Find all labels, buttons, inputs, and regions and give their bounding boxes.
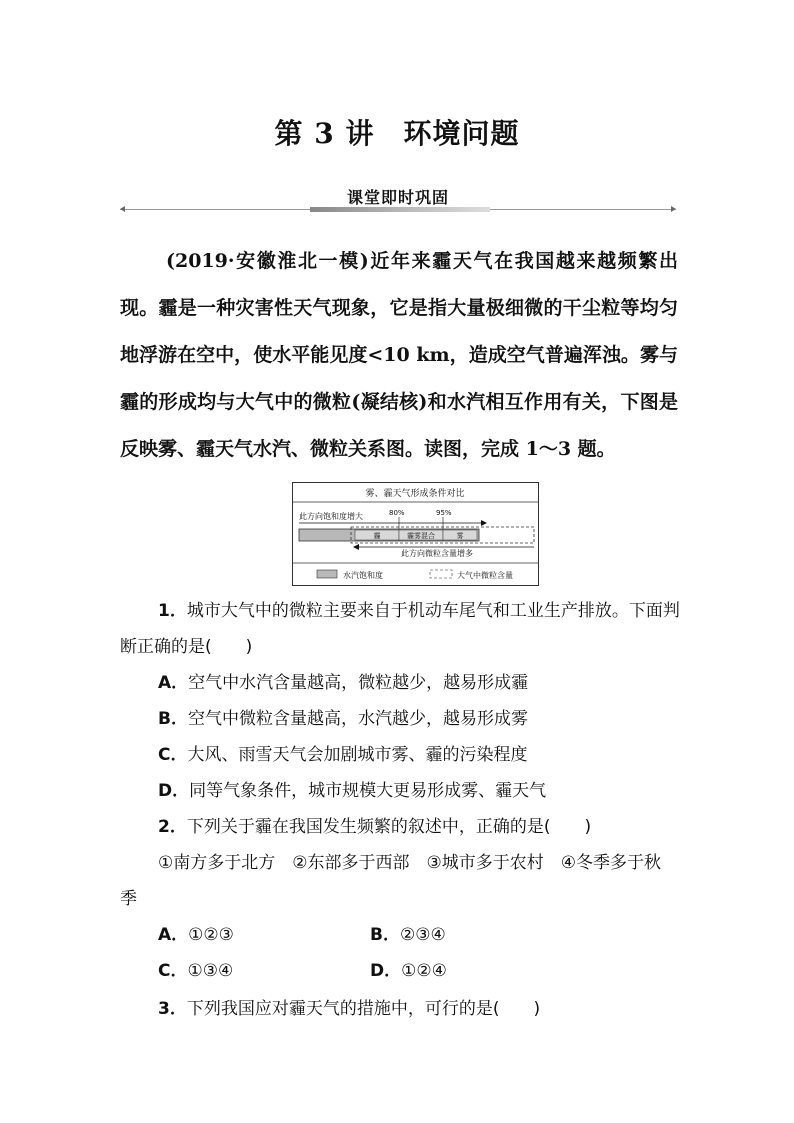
arrow-right-icon [481,520,487,526]
question-3-stem: 下列我国应对霾天气的措施中，可行的是( ) [186,999,541,1019]
question-2-option-a[interactable]: A．①②③ [158,925,234,945]
legend-dashed-label: 大气中微粒含量 [457,571,513,580]
haze-cell-label: 霾 [373,532,381,540]
legend-solid-swatch [317,570,337,578]
question-1-option-d[interactable]: D．同等气象条件，城市规模大更易形成雾、霾天气 [158,781,547,801]
page-title: 第 3 讲 环境问题 [274,117,520,150]
banner-title: 课堂即时巩固 [346,188,449,207]
question-2-option-b[interactable]: B．②③④ [370,925,446,945]
question-2 [158,809,678,845]
question-1 [120,593,680,665]
arrow-top-label: 此方向饱和度增大 [299,512,363,521]
question-2-option-c[interactable]: C．①③④ [158,961,234,981]
pct-95-label: 95% [436,509,452,517]
legend-solid-label: 水汽饱和度 [343,571,383,580]
question-3-number: 3． [158,999,187,1019]
question-1-option-c[interactable]: C．大风、雨雪天气会加剧城市雾、霾的污染程度 [158,745,528,765]
question-2-number: 2． [158,817,187,837]
question-1-option-a[interactable]: A．空气中水汽含量越高，微粒越少，越易形成霾 [158,673,529,693]
mixed-cell-label: 霾雾混合 [407,532,435,540]
question-2-stem: 下列关于霾在我国发生频繁的叙述中，正确的是( ) [186,817,592,837]
question-1-stem: 城市大气中的微粒主要来自于机动车尾气和工业生产排放。下面判断正确的是( ) [120,601,680,657]
intro-paragraph: (2019·安徽淮北一模)近年来霾天气在我国越来越频繁出现。霾是一种灾害性天气现象，它是指大量极细微的干尘粒等均匀地浮游在空中，使水平能见度<10 km，造成空气普遍浑浊。雾与霾的形成均与大气中的微粒(凝结核)和水汽相互作用有关，下图是反映雾、霾天气水汽、微粒关系图。读图，完成 1～3 题。 [120,250,678,460]
arrow-bottom-label: 此方向微粒含量增多 [401,549,473,558]
question-1-number: 1． [158,601,187,621]
arrow-left-icon [353,544,359,550]
question-3 [158,991,678,1027]
section-banner [120,185,676,217]
pct-80-label: 80% [389,509,405,517]
question-2-option-d[interactable]: D．①②④ [370,961,447,981]
fog-haze-figure [292,482,539,586]
question-1-option-b[interactable]: B．空气中微粒含量越高，水汽越少，越易形成雾 [158,709,528,729]
figure-title: 雾、霾天气形成条件对比 [365,489,465,499]
question-2-statements: ①南方多于北方 ②东部多于西部 ③城市多于农村 ④冬季多于秋季 [120,853,661,909]
legend-dashed-swatch [430,570,452,578]
fog-cell-label: 雾 [456,532,464,540]
